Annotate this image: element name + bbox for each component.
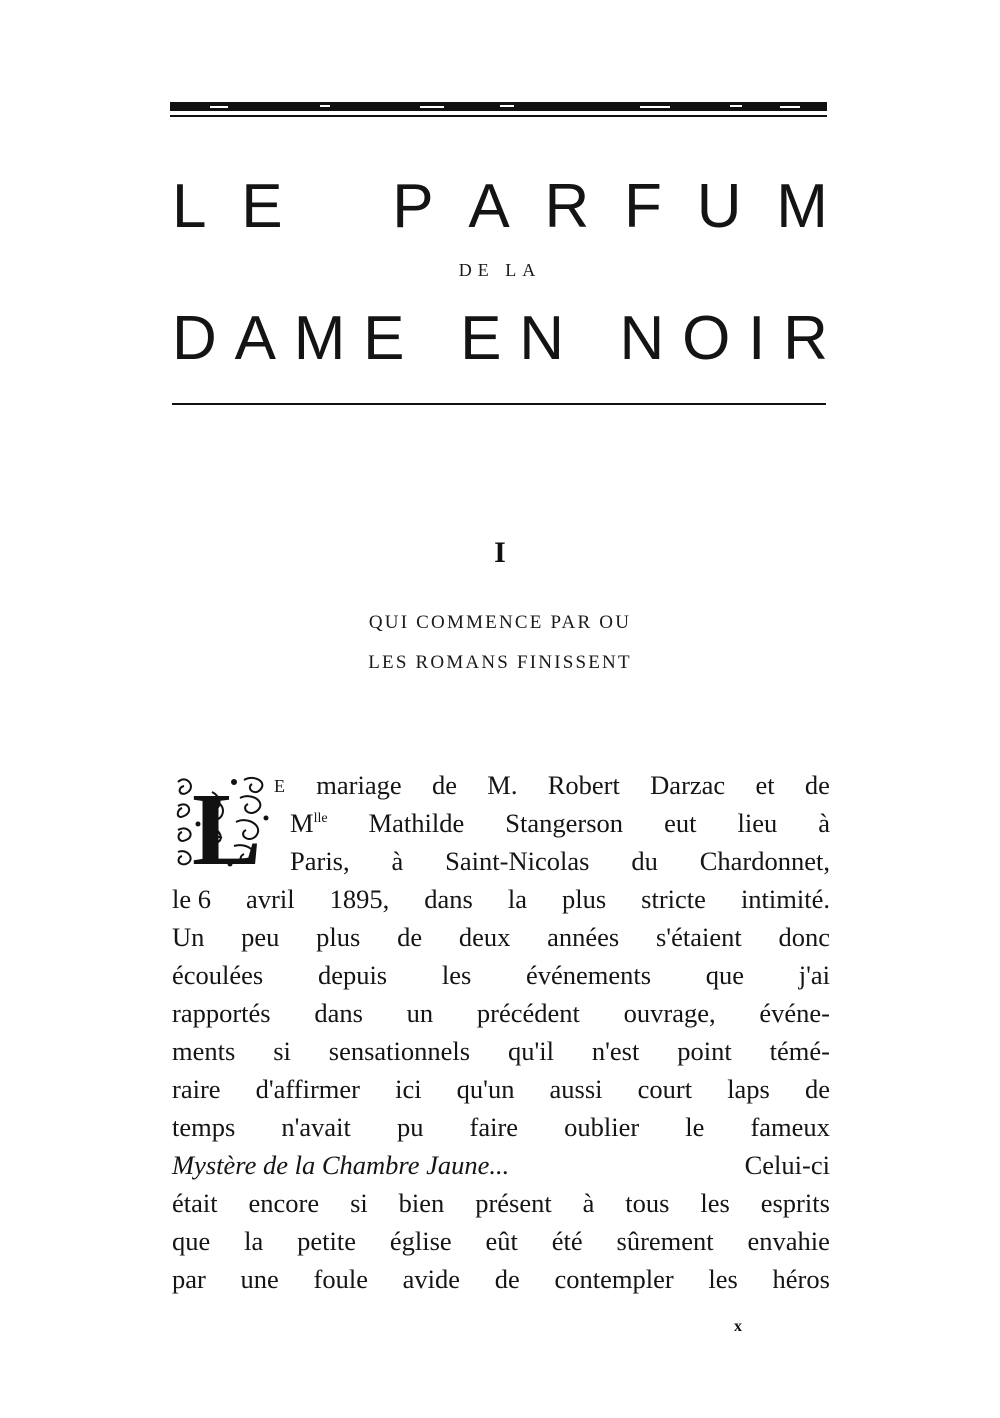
text-line: par une foule avide de contempler les héros xyxy=(172,1264,830,1294)
text-line: $M^{lle}$ Mathilde Stangerson eut lieu à xyxy=(290,808,830,838)
title-letter: R xyxy=(783,304,828,373)
title-letter: E xyxy=(241,172,283,241)
title-letter: D xyxy=(172,304,217,373)
text-line: le 6 avril 1895, dans la plus stricte intimité. xyxy=(172,884,830,914)
title-letter: N xyxy=(619,304,665,373)
top-band-thick-rule xyxy=(170,102,827,111)
title-letter: M xyxy=(293,304,346,373)
title-letter: E xyxy=(363,304,405,373)
italic-book-title: Mystère de la Chambre Jaune... xyxy=(172,1150,510,1180)
text-line: Un peu plus de deux années s'étaient donc xyxy=(172,922,830,952)
title-letter: P xyxy=(392,172,434,241)
text-line: Mystère de la Chambre Jaune... Celui-ci xyxy=(172,1150,830,1180)
text-line: écoulées depuis les événements que j'ai xyxy=(172,960,830,990)
title-letter: O xyxy=(682,304,731,373)
top-ornamental-band xyxy=(170,100,827,114)
text-line: que la petite église eût été sûrement envahie xyxy=(172,1226,830,1256)
text-line: raire d'affirmer ici qu'un aussi court laps de xyxy=(172,1074,830,1104)
text-line: était encore si bien présent à tous les esprits xyxy=(172,1188,830,1218)
title-letter: M xyxy=(776,172,828,241)
chapter-number: I xyxy=(494,536,506,569)
text-line: Paris, à Saint-Nicolas du Chardonnet, xyxy=(290,846,830,876)
title-letter: L xyxy=(172,172,207,241)
book-title-connector: DE LA xyxy=(458,260,542,280)
text-line: E mariage de M. Robert Darzac et de xyxy=(274,770,830,800)
title-letter: E xyxy=(460,304,502,373)
text-line: temps n'avait pu faire oublier le fameux xyxy=(172,1112,830,1142)
text-line: rapportés dans un précédent ouvrage, événe- xyxy=(172,998,830,1028)
top-band-thin-rule xyxy=(170,115,827,117)
chapter-title-line-2: LES ROMANS FINISSENT xyxy=(368,652,632,673)
title-rule xyxy=(172,403,826,405)
text-line: ments si sensationnels qu'il n'est point témé- xyxy=(172,1036,830,1066)
title-letter: N xyxy=(519,304,564,373)
title-letter: A xyxy=(234,304,276,373)
title-letter: A xyxy=(468,172,510,241)
title-letter: U xyxy=(696,172,742,241)
ornamental-dropcap xyxy=(174,772,272,870)
book-title-line-1 xyxy=(172,172,828,241)
title-letter: I xyxy=(748,304,766,373)
title-letter: F xyxy=(624,172,662,241)
dropcap-letter: L xyxy=(192,772,262,870)
signature-mark: x xyxy=(734,1318,742,1335)
title-letter: R xyxy=(544,172,590,241)
chapter-title-line-1: QUI COMMENCE PAR OU xyxy=(368,612,632,633)
book-title-line-3 xyxy=(172,304,828,373)
